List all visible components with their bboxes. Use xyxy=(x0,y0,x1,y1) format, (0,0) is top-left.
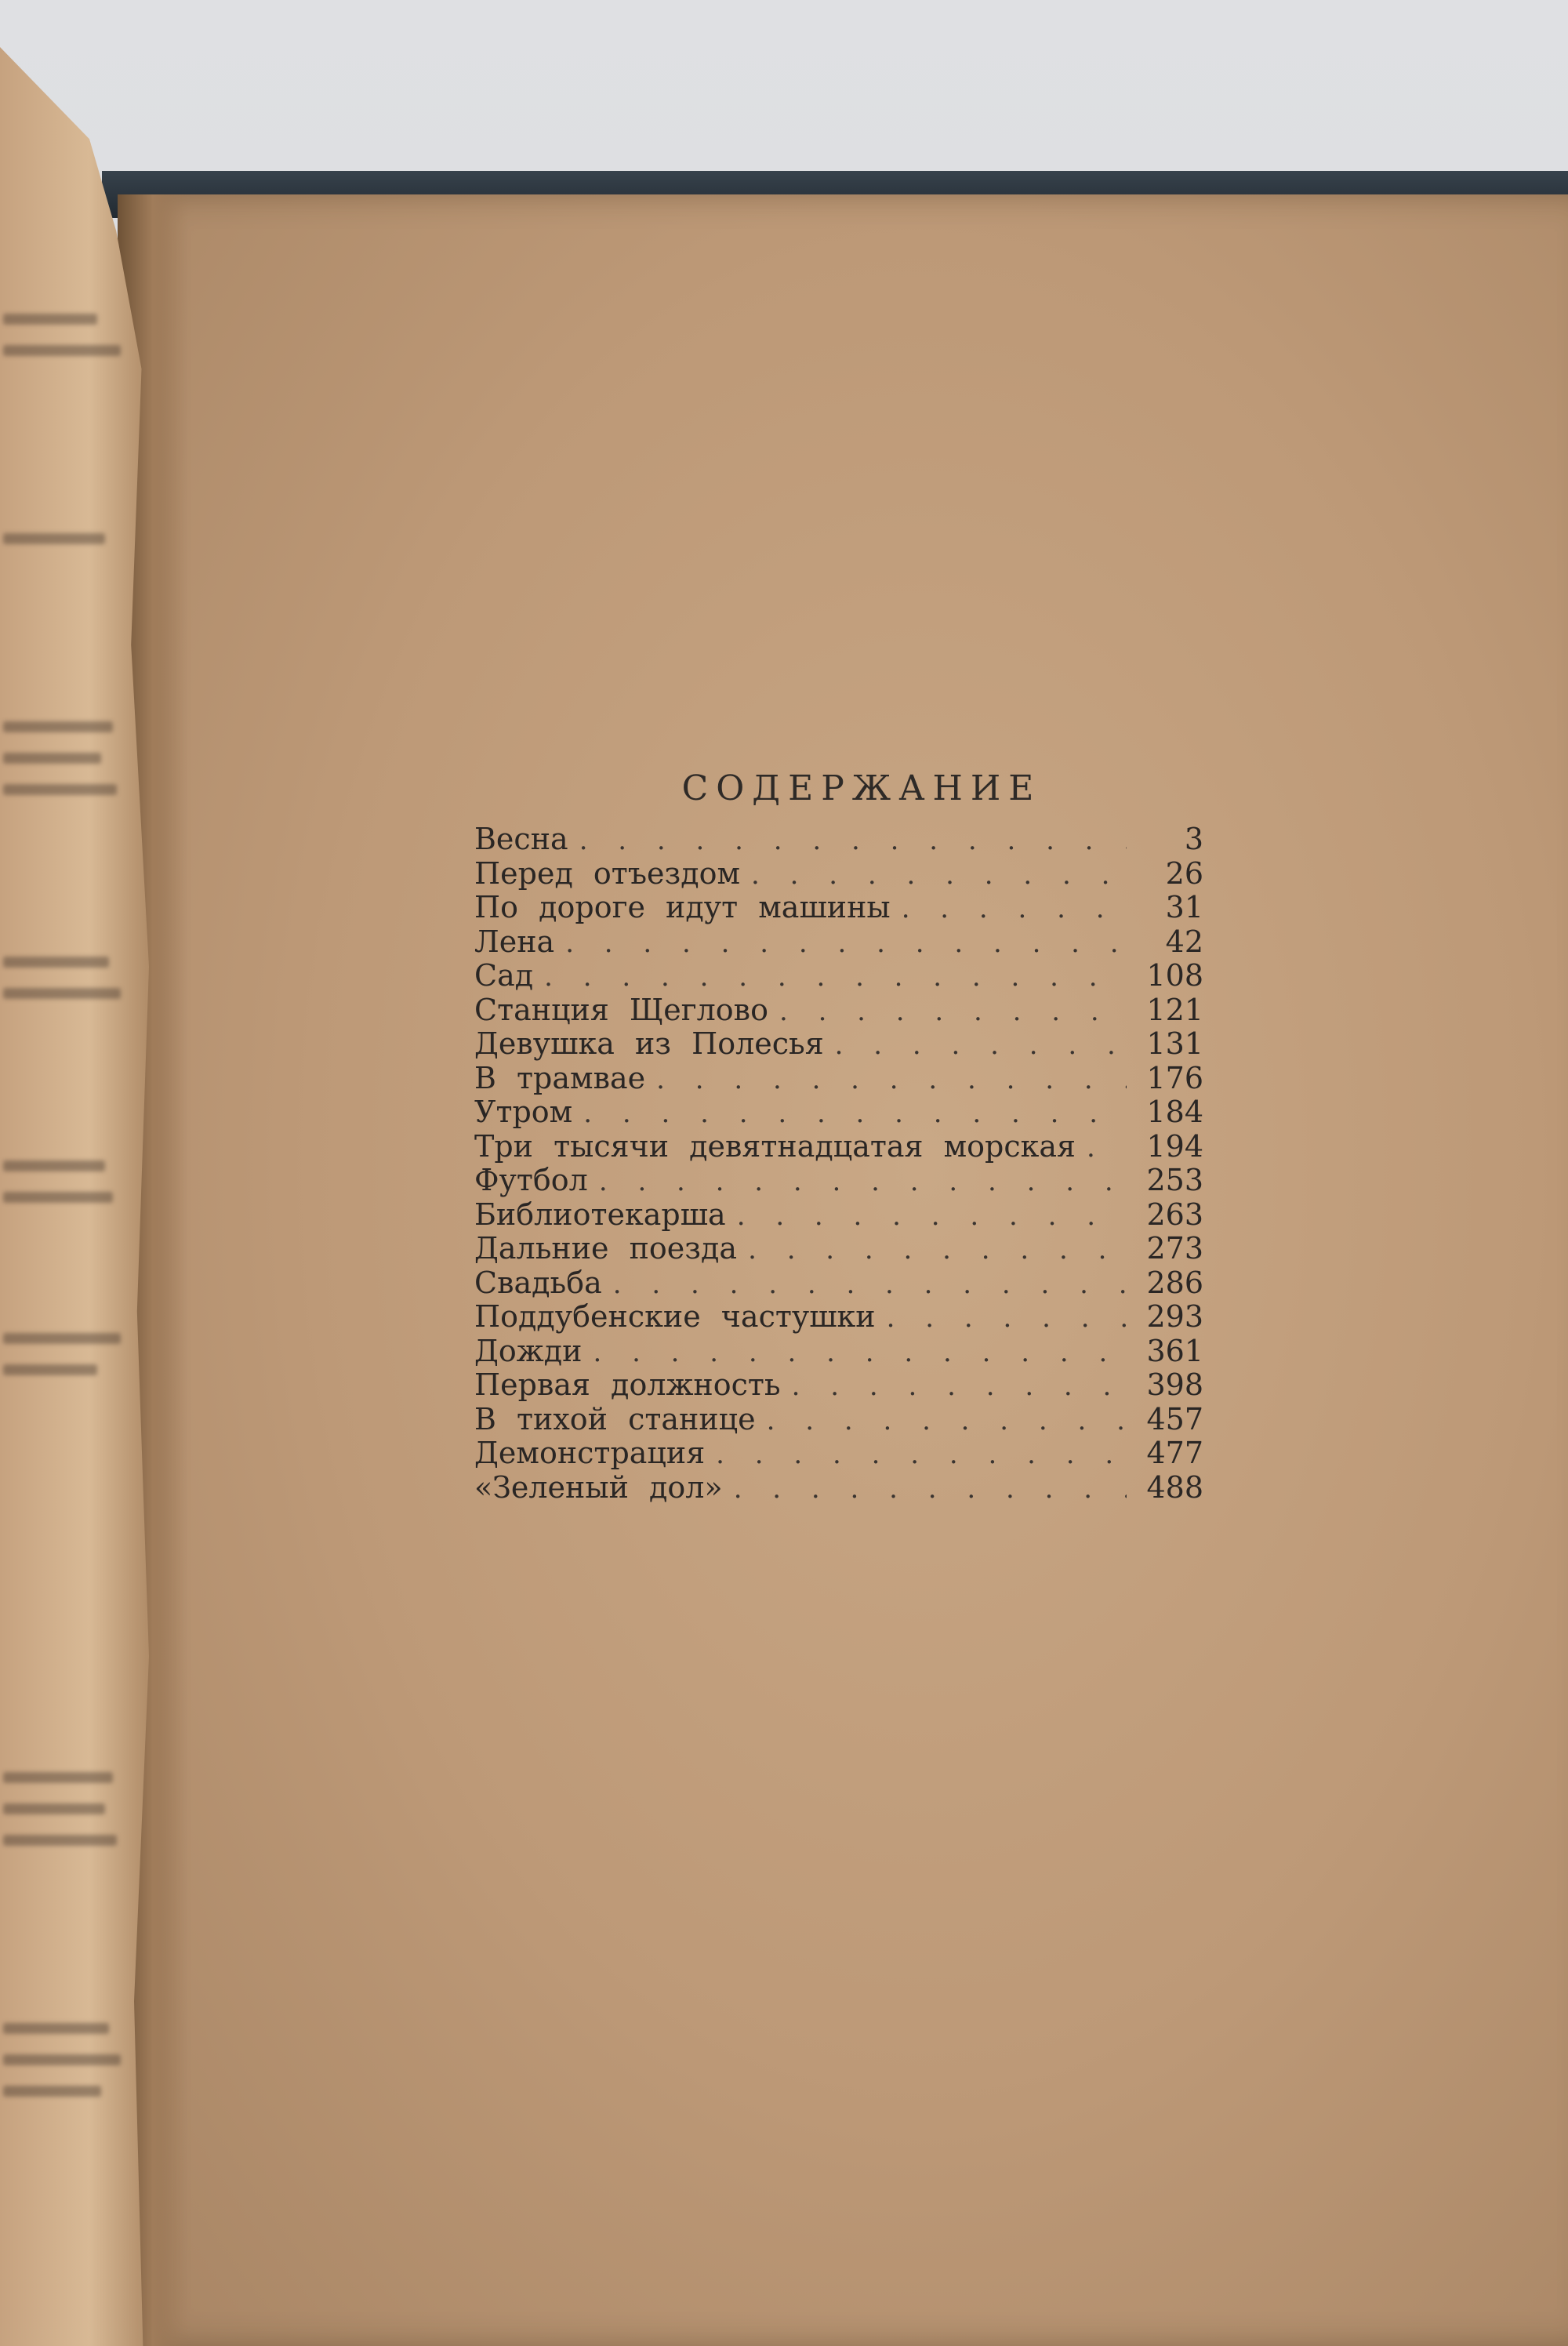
toc-entry-title: Девушка из Полесья xyxy=(474,1026,824,1061)
toc-entry-title: Футбол xyxy=(474,1163,588,1197)
toc-entry xyxy=(474,1164,1203,1198)
faded-text-line xyxy=(3,753,101,764)
toc-dot-leader xyxy=(792,1370,1127,1404)
toc-dot-leader xyxy=(544,961,1127,995)
faded-text-line xyxy=(3,784,117,795)
faded-text-line xyxy=(3,345,121,356)
toc-entry xyxy=(474,1471,1203,1505)
faded-text-line xyxy=(3,1803,105,1814)
toc-entry-page: 398 xyxy=(1146,1367,1203,1402)
toc-entry-title: В тихой станице xyxy=(474,1401,756,1436)
toc-entry xyxy=(474,1027,1203,1062)
toc-dot-leader xyxy=(716,1438,1127,1473)
toc-entry-page: 293 xyxy=(1146,1299,1203,1334)
faded-text-line xyxy=(3,1333,121,1344)
faded-text-line xyxy=(3,2023,109,2034)
faded-text-line xyxy=(3,1160,105,1171)
faded-text-line xyxy=(3,1835,117,1846)
toc-dot-leader xyxy=(599,1165,1127,1200)
toc-entry-title: Поддубенские частушки xyxy=(474,1299,876,1334)
toc-entry-title: По дороге идут машины xyxy=(474,890,891,924)
toc-dot-leader xyxy=(565,927,1127,961)
toc-entry-title: Дальние поезда xyxy=(474,1231,738,1266)
toc-entry-page: 184 xyxy=(1146,1095,1203,1129)
toc-entry xyxy=(474,1403,1203,1437)
toc-dot-leader xyxy=(656,1063,1127,1098)
torn-left-page xyxy=(0,47,149,2346)
toc-dot-leader xyxy=(767,1404,1127,1439)
toc-entry xyxy=(474,823,1203,857)
toc-entry xyxy=(474,959,1203,993)
toc-dot-leader xyxy=(887,1302,1127,1336)
toc-entry-title: Лена xyxy=(474,924,555,959)
toc-dot-leader xyxy=(593,1336,1127,1371)
toc-entry xyxy=(474,1335,1203,1369)
toc-entry-title: Весна xyxy=(474,822,568,856)
toc-entry-title: Дожди xyxy=(474,1333,583,1368)
toc-entry-page: 286 xyxy=(1146,1265,1203,1300)
toc-dot-leader xyxy=(902,892,1127,927)
toc-entry-page: 31 xyxy=(1165,890,1203,924)
faded-text-line xyxy=(3,1192,113,1203)
toc-entry xyxy=(474,1266,1203,1301)
toc-entry-page: 477 xyxy=(1146,1436,1203,1470)
toc-entry xyxy=(474,1198,1203,1233)
toc-dot-leader xyxy=(751,859,1127,893)
toc-dot-leader xyxy=(613,1268,1127,1302)
toc-entry xyxy=(474,1368,1203,1403)
toc-entry-page: 131 xyxy=(1146,1026,1203,1061)
toc-entry-page: 253 xyxy=(1146,1163,1203,1197)
toc-entry-title: Сад xyxy=(474,958,534,993)
toc-entry-title: Демонстрация xyxy=(474,1436,706,1470)
toc-entry-title: Первая должность xyxy=(474,1367,781,1402)
toc-dot-leader xyxy=(734,1473,1127,1507)
toc-entry xyxy=(474,1095,1203,1130)
toc-entry xyxy=(474,993,1203,1028)
table-of-contents xyxy=(474,768,1203,1505)
toc-entry xyxy=(474,891,1203,925)
toc-entry-page: 194 xyxy=(1146,1128,1203,1164)
faded-text-line xyxy=(3,988,121,999)
toc-entry-title: Перед отъездом xyxy=(474,855,741,891)
toc-entry-title: Три тысячи девятнадцатая морская xyxy=(474,1128,1076,1164)
toc-entry-page: 263 xyxy=(1146,1197,1203,1232)
faded-text-line xyxy=(3,1364,97,1375)
toc-entry-title: «Зеленый дол» xyxy=(474,1469,723,1505)
faded-text-line xyxy=(3,533,105,544)
toc-entry-page: 108 xyxy=(1146,958,1203,993)
toc-dot-leader xyxy=(1087,1131,1127,1166)
toc-entry-title: Библиотекарша xyxy=(474,1197,726,1232)
faded-text-line xyxy=(3,721,113,732)
toc-entry-title: Утром xyxy=(474,1095,573,1129)
toc-entry-page: 121 xyxy=(1146,992,1203,1027)
toc-dot-leader xyxy=(835,1029,1127,1063)
toc-entry-title: Свадьба xyxy=(474,1265,602,1300)
toc-entry xyxy=(474,1300,1203,1335)
toc-dot-leader xyxy=(748,1233,1127,1268)
toc-entry-page: 26 xyxy=(1165,855,1203,891)
faded-text-line xyxy=(3,2086,101,2097)
faded-text-line xyxy=(3,314,97,325)
toc-entry xyxy=(474,1130,1203,1164)
toc-heading: СОДЕРЖАНИЕ xyxy=(681,768,1042,808)
toc-entry-title: Станция Щеглово xyxy=(474,992,768,1027)
toc-entry-page: 488 xyxy=(1146,1469,1203,1505)
faded-text-line xyxy=(3,2054,121,2065)
toc-entry xyxy=(474,857,1203,892)
toc-entry xyxy=(474,925,1203,960)
toc-entry xyxy=(474,1062,1203,1096)
toc-entry-page: 176 xyxy=(1146,1060,1203,1095)
toc-dot-leader xyxy=(737,1200,1127,1234)
toc-entry-page: 42 xyxy=(1165,924,1203,959)
toc-dot-leader xyxy=(579,824,1127,859)
faded-text-line xyxy=(3,957,109,968)
toc-entry xyxy=(474,1232,1203,1266)
toc-entry-page: 361 xyxy=(1146,1333,1203,1368)
toc-entry-page: 273 xyxy=(1146,1231,1203,1266)
toc-list xyxy=(474,823,1203,1505)
toc-entry xyxy=(474,1436,1203,1471)
toc-dot-leader xyxy=(583,1097,1127,1131)
toc-entry-title: В трамвае xyxy=(474,1060,646,1095)
toc-entry-page: 3 xyxy=(1184,822,1203,856)
toc-dot-leader xyxy=(779,995,1127,1030)
toc-entry-page: 457 xyxy=(1146,1401,1203,1436)
faded-text-line xyxy=(3,1772,113,1783)
